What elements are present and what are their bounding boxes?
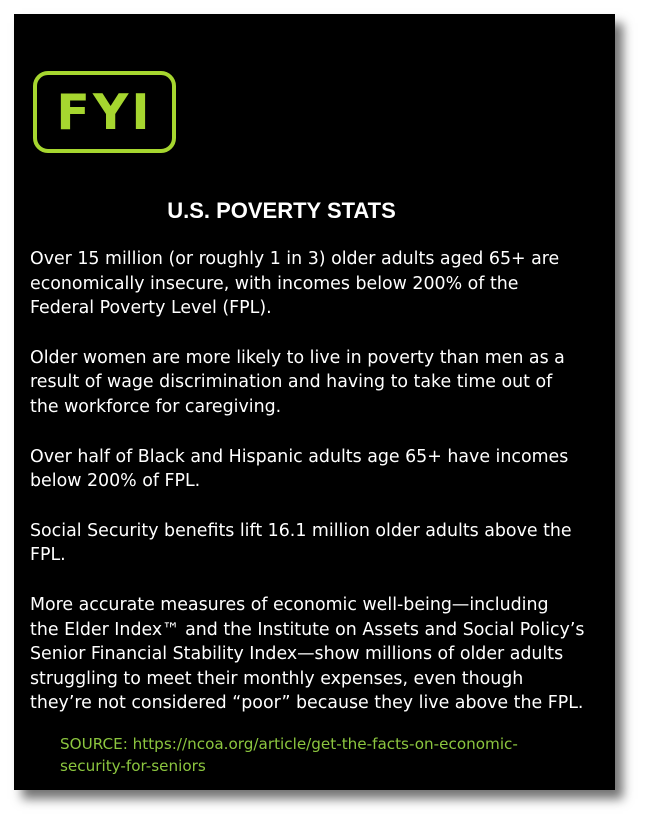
card-body	[30, 247, 614, 716]
fyi-badge	[33, 71, 176, 153]
stat-paragraph: More accurate measures of economic well-being—including the Elder Index™ and the Institute on Assets and Social Policy’s Senior Financial Stability Index—show millions of older adults struggling to meet their monthly expenses, even though they’re not considered “poor” because they live above the FPL.	[30, 594, 585, 714]
card-title: U.S. POVERTY STATS	[167, 198, 396, 223]
stat-paragraph: Older women are more likely to live in poverty than men as a result of wage discrimination and having to take time out of the workforce for caregiving.	[30, 347, 565, 417]
fyi-badge-text: FYI	[56, 83, 153, 141]
fyi-card	[14, 14, 615, 790]
stat-paragraph: Over half of Black and Hispanic adults age 65+ have incomes below 200% of FPL.	[30, 446, 569, 492]
source-citation: SOURCE: https://ncoa.org/article/get-the-facts-on-economic- security-for-seniors	[60, 735, 518, 775]
stat-paragraph: Over 15 million (or roughly 1 in 3) older adults aged 65+ are economically insecure, with incomes below 200% of the Federal Poverty Level (FPL).	[30, 249, 560, 319]
stat-paragraph: Social Security benefits lift 16.1 million older adults above the FPL.	[30, 520, 572, 566]
